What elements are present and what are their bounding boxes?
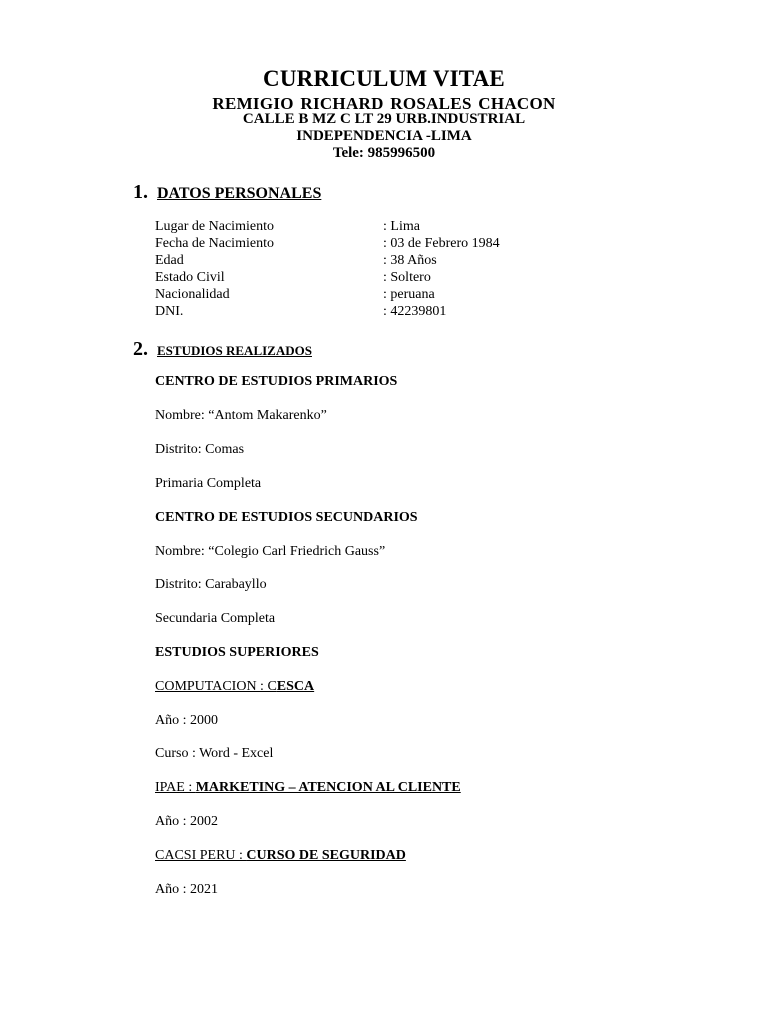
course-detail: Curso : Word - Excel xyxy=(155,746,274,761)
course-name: CURSO DE SEGURIDAD xyxy=(246,848,406,863)
secondary-district: Distrito: Carabayllo xyxy=(155,577,267,592)
section-number: 2. xyxy=(133,338,148,360)
course-ipae xyxy=(155,780,461,796)
primary-district: Distrito: Comas xyxy=(155,442,245,457)
section-studies-heading xyxy=(133,338,312,361)
field-label: Estado Civil xyxy=(155,270,225,285)
higher-heading: ESTUDIOS SUPERIORES xyxy=(155,645,319,660)
primary-heading: CENTRO DE ESTUDIOS PRIMARIOS xyxy=(155,374,398,389)
course-cacsi xyxy=(155,848,406,864)
section-title: DATOS PERSONALES xyxy=(157,185,322,202)
secondary-heading: CENTRO DE ESTUDIOS SECUNDARIOS xyxy=(155,510,418,525)
course-year: Año : 2000 xyxy=(155,713,218,728)
secondary-school-name: Nombre: “Colegio Carl Friedrich Gauss” xyxy=(155,544,386,559)
field-label: DNI. xyxy=(155,304,184,319)
field-value: : Lima xyxy=(383,219,420,234)
course-name: ESCA xyxy=(276,679,315,694)
section-personal-heading xyxy=(133,181,321,204)
personal-row-civil-status xyxy=(155,269,500,286)
field-label: Lugar de Nacimiento xyxy=(155,219,274,234)
section-title: ESTUDIOS REALIZADOS xyxy=(157,343,312,358)
course-year: Año : 2021 xyxy=(155,882,218,897)
address-line-1: CALLE B MZ C LT 29 URB.INDUSTRIAL xyxy=(242,111,526,127)
course-institution: COMPUTACION : C xyxy=(155,679,277,694)
personal-row-age xyxy=(155,252,500,269)
phone-number: Tele: 985996500 xyxy=(332,145,436,161)
personal-row-birthplace xyxy=(155,218,500,235)
address-line-2: INDEPENDENCIA -LIMA xyxy=(296,128,472,144)
cv-name: REMIGIO RICHARD ROSALES CHACON xyxy=(212,94,556,113)
cv-title: CURRICULUM VITAE xyxy=(263,66,505,91)
course-institution: IPAE : xyxy=(155,780,196,795)
field-value: : peruana xyxy=(383,287,435,302)
field-label: Edad xyxy=(155,253,184,268)
personal-row-dni xyxy=(155,303,500,320)
secondary-status: Secundaria Completa xyxy=(155,611,276,626)
section-number: 1. xyxy=(133,181,148,203)
personal-row-nationality xyxy=(155,286,500,303)
primary-status: Primaria Completa xyxy=(155,476,262,491)
field-value: : 03 de Febrero 1984 xyxy=(383,236,500,251)
course-year: Año : 2002 xyxy=(155,814,218,829)
course-computacion xyxy=(155,679,314,695)
personal-data-list xyxy=(155,218,500,320)
primary-school-name: Nombre: “Antom Makarenko” xyxy=(155,408,327,423)
field-label: Nacionalidad xyxy=(155,287,230,302)
course-institution: CACSI PERU : xyxy=(155,848,247,863)
field-value: : 42239801 xyxy=(383,304,447,319)
field-value: : Soltero xyxy=(383,270,431,285)
personal-row-birthdate xyxy=(155,235,500,252)
field-label: Fecha de Nacimiento xyxy=(155,236,274,251)
field-value: : 38 Años xyxy=(383,253,437,268)
course-name: MARKETING – ATENCION AL CLIENTE xyxy=(195,780,461,795)
